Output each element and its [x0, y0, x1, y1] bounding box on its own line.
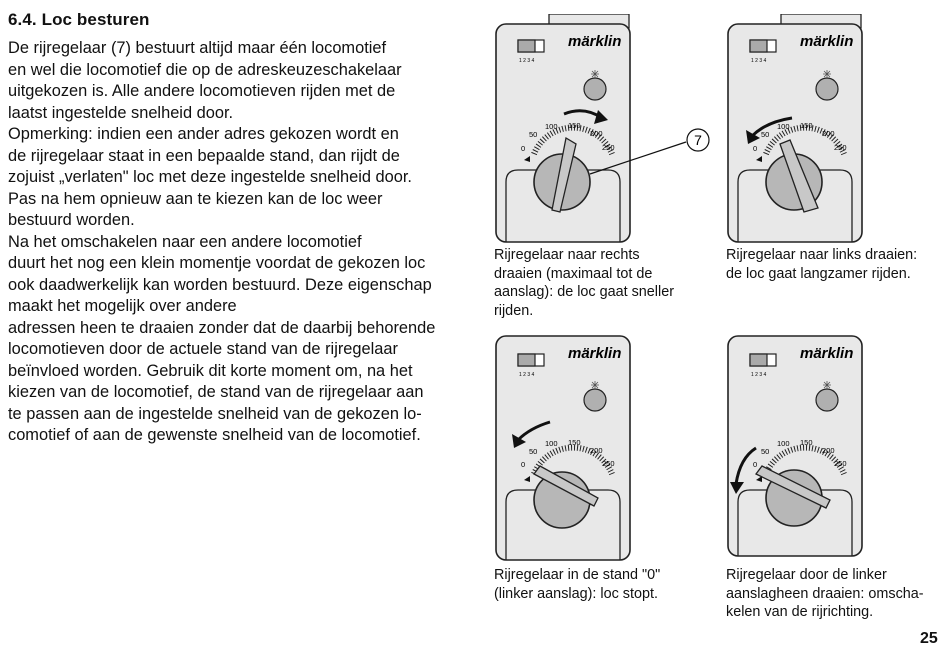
scale-label: 100 [545, 122, 558, 131]
body-line: zojuist „verlaten" loc met deze ingestelde snelheid door. [8, 168, 412, 186]
controller-figure-right [494, 14, 724, 251]
body-line: uitgekozen is. Alle andere locomotieven rijden met de [8, 82, 396, 100]
scale-label: 250 [834, 459, 847, 468]
scale-label: 0 [521, 144, 526, 153]
scale-label: 150 [568, 121, 581, 130]
controller-unit [496, 336, 630, 560]
caption-line: Rijregelaar naar rechts [494, 247, 640, 263]
body-line: laatst ingestelde snelheid door. [8, 103, 234, 122]
scale-label: 50 [529, 447, 538, 456]
brand-logo: märklin [568, 33, 622, 50]
body-line: beïnvloed worden. Gebruik dit korte moment om, na het [8, 361, 413, 380]
scale-label: 200 [822, 129, 835, 138]
scale-label: 0 [753, 460, 758, 469]
body-line: Na het omschakelen naar een andere locomotief [8, 232, 362, 251]
scale-label: 200 [822, 446, 835, 455]
controller-diagram [726, 334, 876, 560]
page-number: 25 [920, 630, 938, 647]
scale-label: 250 [834, 143, 847, 152]
caption-line: de loc gaat langzamer rijden. [726, 265, 911, 282]
caption-line: Rijregelaar naar links draaien: [726, 247, 918, 263]
body-line: ook daadwerkelijk kan worden bestuurd. Deze eigenschap [8, 275, 432, 294]
section-body [8, 38, 458, 447]
figure-caption [726, 566, 924, 622]
scale-label: 0 [521, 460, 526, 469]
brand-logo: märklin [800, 33, 854, 50]
caption-line: aanslag): de loc gaat sneller [494, 284, 674, 300]
caption-line: Rijregelaar door de linker [726, 567, 887, 583]
scale-label: 150 [800, 121, 813, 130]
switch-numbers: 1 2 3 4 [751, 372, 767, 378]
controller-figure-reverse [726, 334, 876, 565]
body-line: Pas na hem opnieuw aan te kiezen kan de loc weer [8, 189, 383, 208]
body-line: comotief of aan de gewenste snelheid van de locomotief. [8, 426, 421, 444]
scale-label: 150 [568, 438, 581, 447]
caption-line: aanslagheen draaien: omscha- [726, 585, 924, 602]
scale-label: 100 [777, 122, 790, 131]
controller-diagram [494, 14, 724, 246]
body-line: duurt het nog een klein momentje voordat de gekozen loc [8, 254, 426, 272]
scale-label: 0 [753, 144, 758, 153]
controller-figure-left [726, 14, 876, 251]
controller-diagram [494, 334, 644, 564]
figure-caption [726, 246, 917, 283]
controller-figure-zero [494, 334, 644, 569]
scale-label: 250 [602, 143, 615, 152]
caption-line: draaien (maximaal tot de [494, 265, 653, 282]
body-line: te passen aan de ingestelde snelheid van de gekozen lo- [8, 404, 422, 423]
switch-numbers: 1 2 3 4 [519, 58, 535, 64]
body-line: de rijregelaar staat in een bepaalde stand, dan rijdt de [8, 146, 400, 165]
scale-label: 100 [777, 439, 790, 448]
scale-label: 200 [590, 129, 603, 138]
body-line: Opmerking: indien een ander adres gekozen wordt en [8, 125, 399, 143]
scale-label: 50 [761, 447, 770, 456]
body-line: De rijregelaar (7) bestuurt altijd maar één locomotief [8, 39, 387, 57]
body-line: bestuurd worden. [8, 211, 135, 229]
scale-label: 200 [590, 446, 603, 455]
caption-line: Rijregelaar in de stand "0" [494, 567, 661, 583]
figure-caption [494, 566, 660, 603]
scale-label: 100 [545, 439, 558, 448]
body-line: adressen heen te draaien zonder dat de daarbij behorende [8, 318, 436, 337]
scale-label: 250 [602, 459, 615, 468]
body-line: maakt het mogelijk over andere [8, 297, 237, 315]
brand-logo: märklin [800, 345, 854, 362]
caption-line: rijden. [494, 302, 534, 319]
body-line: kiezen van de locomotief, de stand van de rijregelaar aan [8, 383, 424, 401]
controller-unit [728, 336, 862, 556]
brand-logo: märklin [568, 345, 622, 362]
caption-line: kelen van de rijrichting. [726, 604, 874, 620]
body-line: en wel die locomotief die op de adreskeuzeschakelaar [8, 60, 402, 79]
callout-number: 7 [694, 132, 702, 148]
caption-line: (linker aanslag): loc stopt. [494, 585, 658, 602]
switch-numbers: 1 2 3 4 [751, 58, 767, 64]
body-line: locomotieven door de actuele stand van de rijregelaar [8, 340, 398, 358]
figure-caption [494, 246, 674, 320]
controller-diagram [726, 14, 876, 246]
scale-label: 50 [761, 130, 770, 139]
section-title: 6.4. Loc besturen [8, 10, 150, 29]
scale-label: 50 [529, 130, 538, 139]
scale-label: 150 [800, 438, 813, 447]
switch-numbers: 1 2 3 4 [519, 372, 535, 378]
